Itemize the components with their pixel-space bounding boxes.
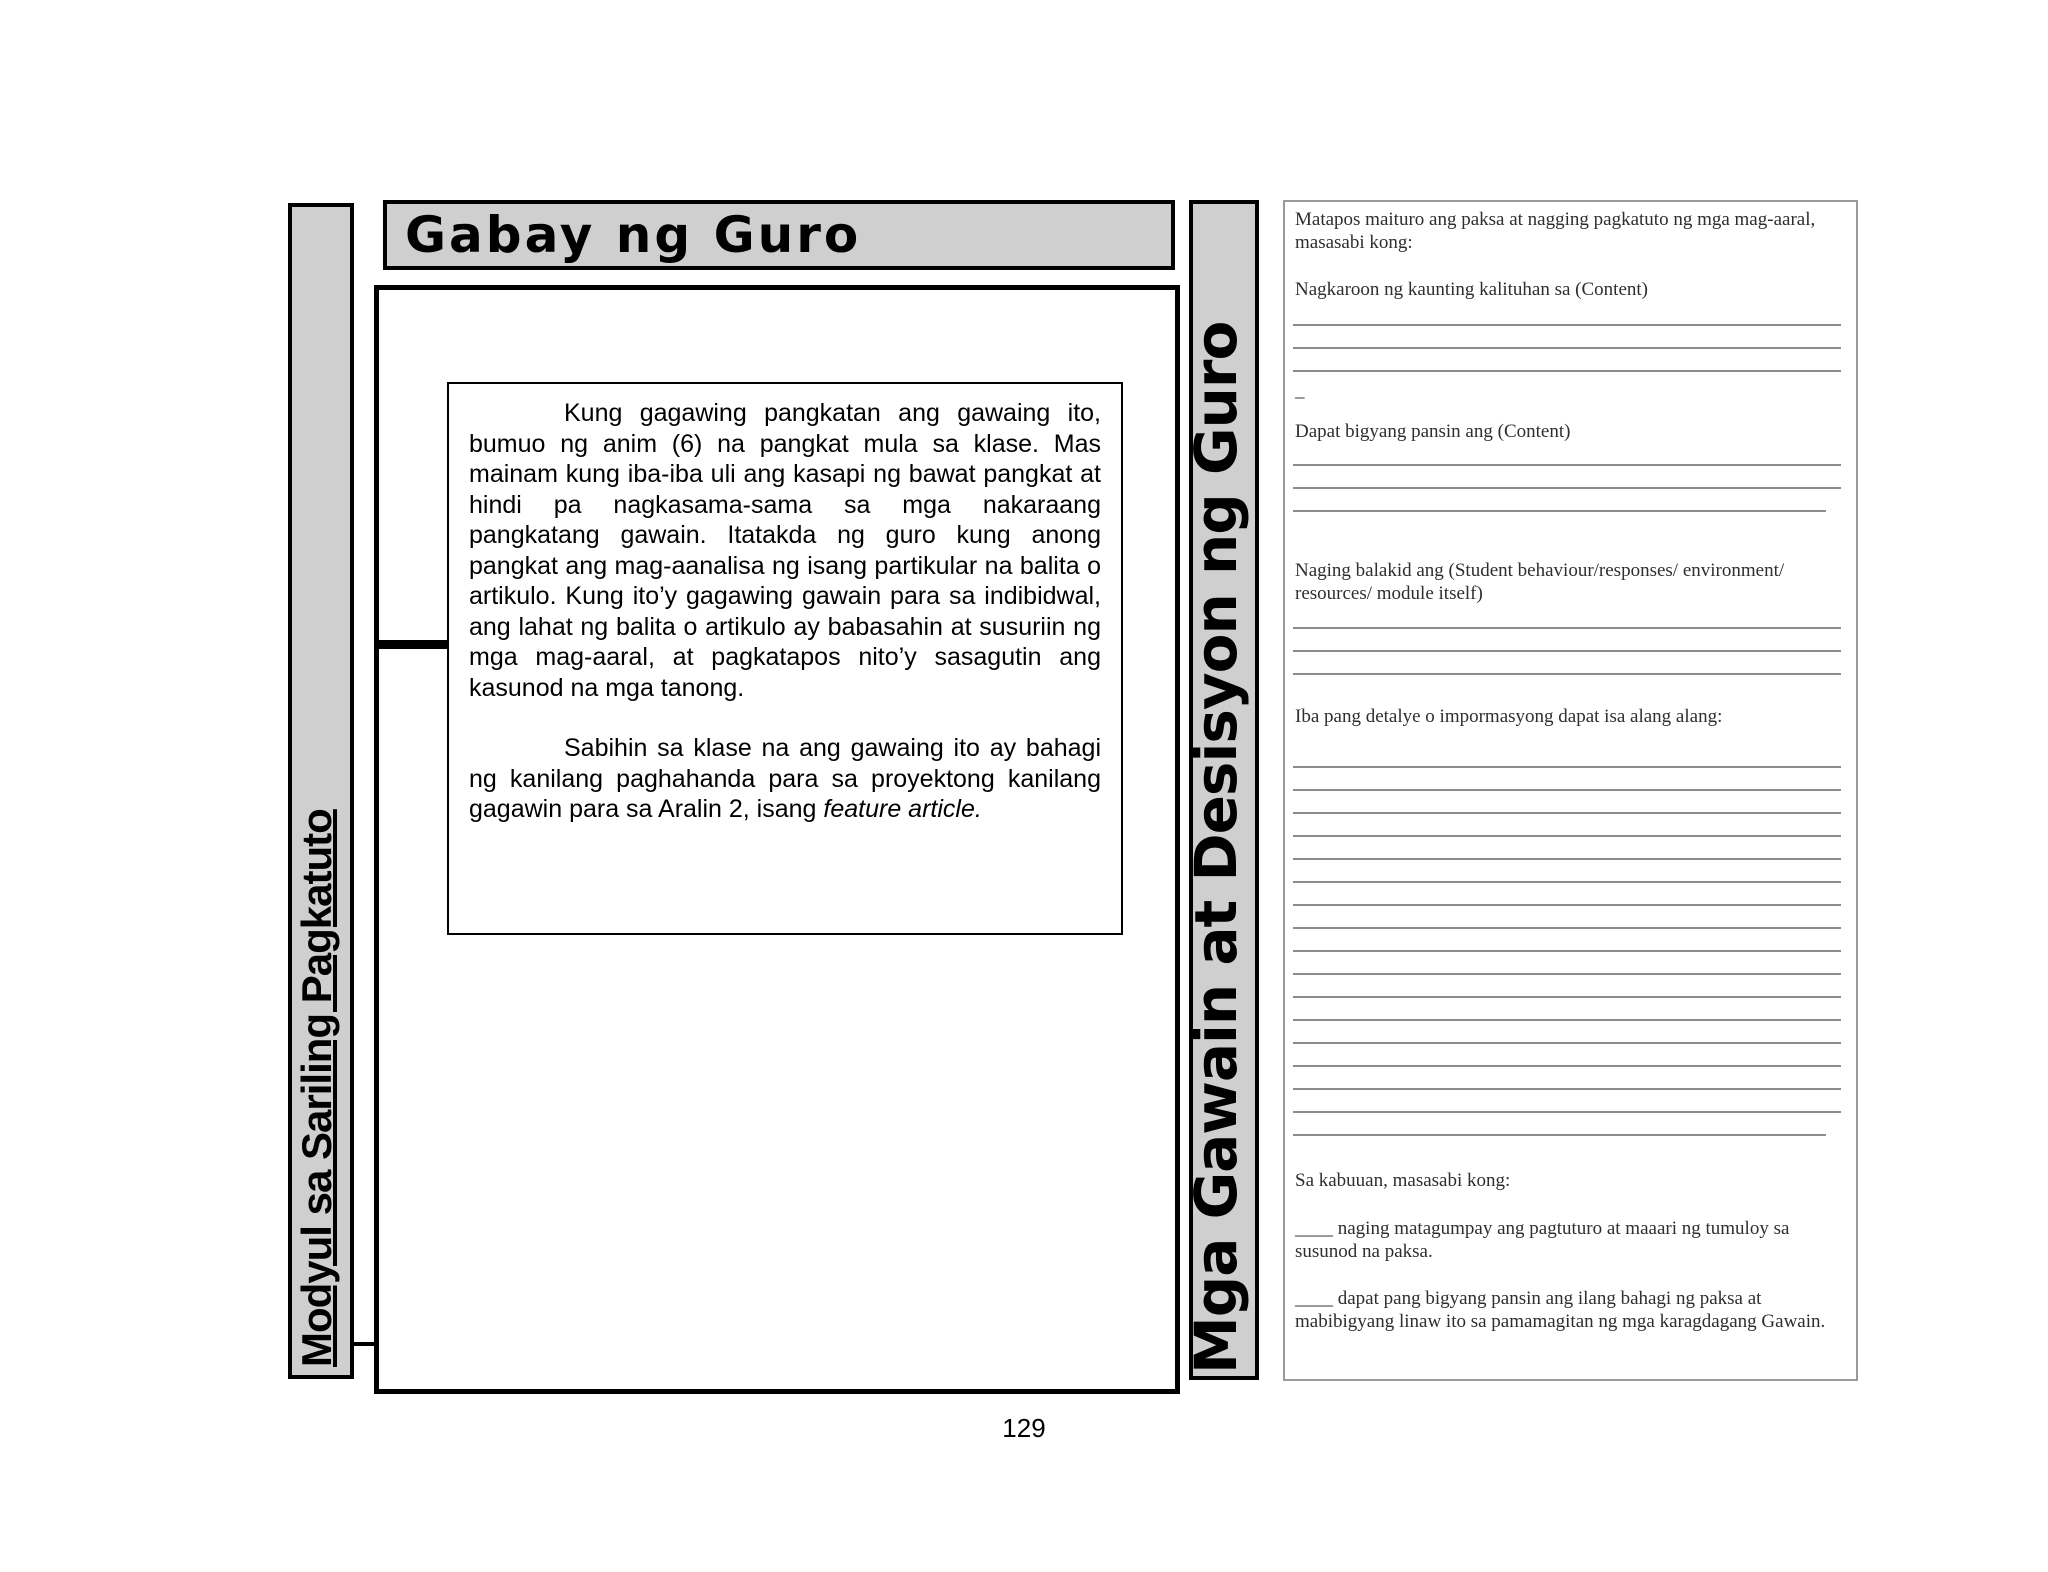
answer-line	[1293, 1088, 1841, 1090]
answer-line	[1293, 835, 1841, 837]
answer-line	[1293, 1042, 1841, 1044]
reflection-prompt-attention: Dapat bigyang pansin ang (Content)	[1295, 421, 1571, 442]
answer-line	[1293, 881, 1841, 883]
instruction-paragraph-2-text: Sabihin sa klase na ang gawaing ito ay bahagi ng kanilang paghahanda para sa proyektong kanilang gagawin para sa Aralin 2, isang	[469, 734, 1101, 823]
left-side-banner	[288, 203, 354, 1379]
answer-line	[1293, 927, 1841, 929]
answer-line	[1293, 950, 1841, 952]
left-banner-title: Modyul sa Sariling Pagkatuto	[293, 809, 340, 1367]
answer-line	[1293, 766, 1841, 768]
left-connector-line	[354, 1342, 376, 1346]
answer-line	[1293, 487, 1841, 489]
answer-line	[1293, 650, 1841, 652]
answer-line	[1293, 1019, 1841, 1021]
instruction-paragraph-2-italic: feature article.	[823, 795, 982, 823]
page-header	[383, 200, 1175, 270]
answer-line	[1293, 1065, 1841, 1067]
answer-line	[1293, 673, 1841, 675]
teacher-reflection-panel	[1283, 200, 1858, 1381]
instruction-box	[447, 382, 1123, 935]
reflection-prompt-confusion: Nagkaroon ng kaunting kalituhan sa (Content)	[1295, 279, 1649, 300]
answer-line	[1293, 858, 1841, 860]
answer-line	[1293, 904, 1841, 906]
reflection-prompt-details: Iba pang detalye o impormasyong dapat isa alang alang:	[1295, 706, 1723, 727]
reflection-prompt-obstacle: Naging balakid ang (Student behaviour/responses/ environment/ resources/ module itself)	[1295, 560, 1785, 604]
answer-line	[1293, 996, 1841, 998]
answer-line	[1293, 370, 1841, 372]
answer-line	[1293, 812, 1841, 814]
right-banner-title: Mga Gawain at Desisyon ng Guro	[1182, 321, 1250, 1374]
reflection-option-success: ____ naging matagumpay ang pagtuturo at maaari ng tumuloy sa susunod na paksa.	[1295, 1218, 1790, 1262]
instruction-paragraph-1: Kung gagawing pangkatan ang gawaing ito, bumuo ng anim (6) na pangkat mula sa klase. Mas mainam kung iba-iba uli ang kasapi ng bawat pangkat at hindi pa nagkasama-sama sa mga nakaraang pangkatang gawain. Itatakda ng guro kung anong pangkat ang mag-aanalisa ng isang partikular na balita o artikulo. Kung ito’y gagawing gawain para sa indibidwal, ang lahat ng balita o artikulo ay babasahin at susuriin ng mga mag-aaral, at pagkatapos nito’y sasagutin ang kasunod na mga tanong.	[469, 399, 1101, 702]
instruction-paragraph-2	[469, 733, 1101, 825]
page-number: 129	[1002, 1413, 1046, 1443]
answer-line	[1293, 627, 1841, 629]
answer-line	[1293, 789, 1841, 791]
reflection-dash: _	[1295, 380, 1305, 401]
right-side-banner	[1182, 200, 1259, 1380]
answer-line	[1293, 510, 1826, 512]
reflection-option-improve: ____ dapat pang bigyang pansin ang ilang bahagi ng paksa at mabibigyang linaw ito sa pamamagitan ng mga karagdagang Gawain.	[1295, 1288, 1826, 1332]
answer-line	[1293, 1111, 1841, 1113]
answer-line	[1293, 1134, 1826, 1136]
answer-line	[1293, 973, 1841, 975]
answer-line	[1293, 347, 1841, 349]
page-title: Gabay ng Guro	[405, 206, 862, 264]
frame-connector-line	[374, 640, 448, 649]
reflection-intro: Matapos maituro ang paksa at nagging pagkatuto ng mga mag-aaral, masasabi kong:	[1295, 209, 1816, 253]
answer-line	[1293, 464, 1841, 466]
answer-line	[1293, 324, 1841, 326]
reflection-summary: Sa kabuuan, masasabi kong:	[1295, 1170, 1511, 1191]
